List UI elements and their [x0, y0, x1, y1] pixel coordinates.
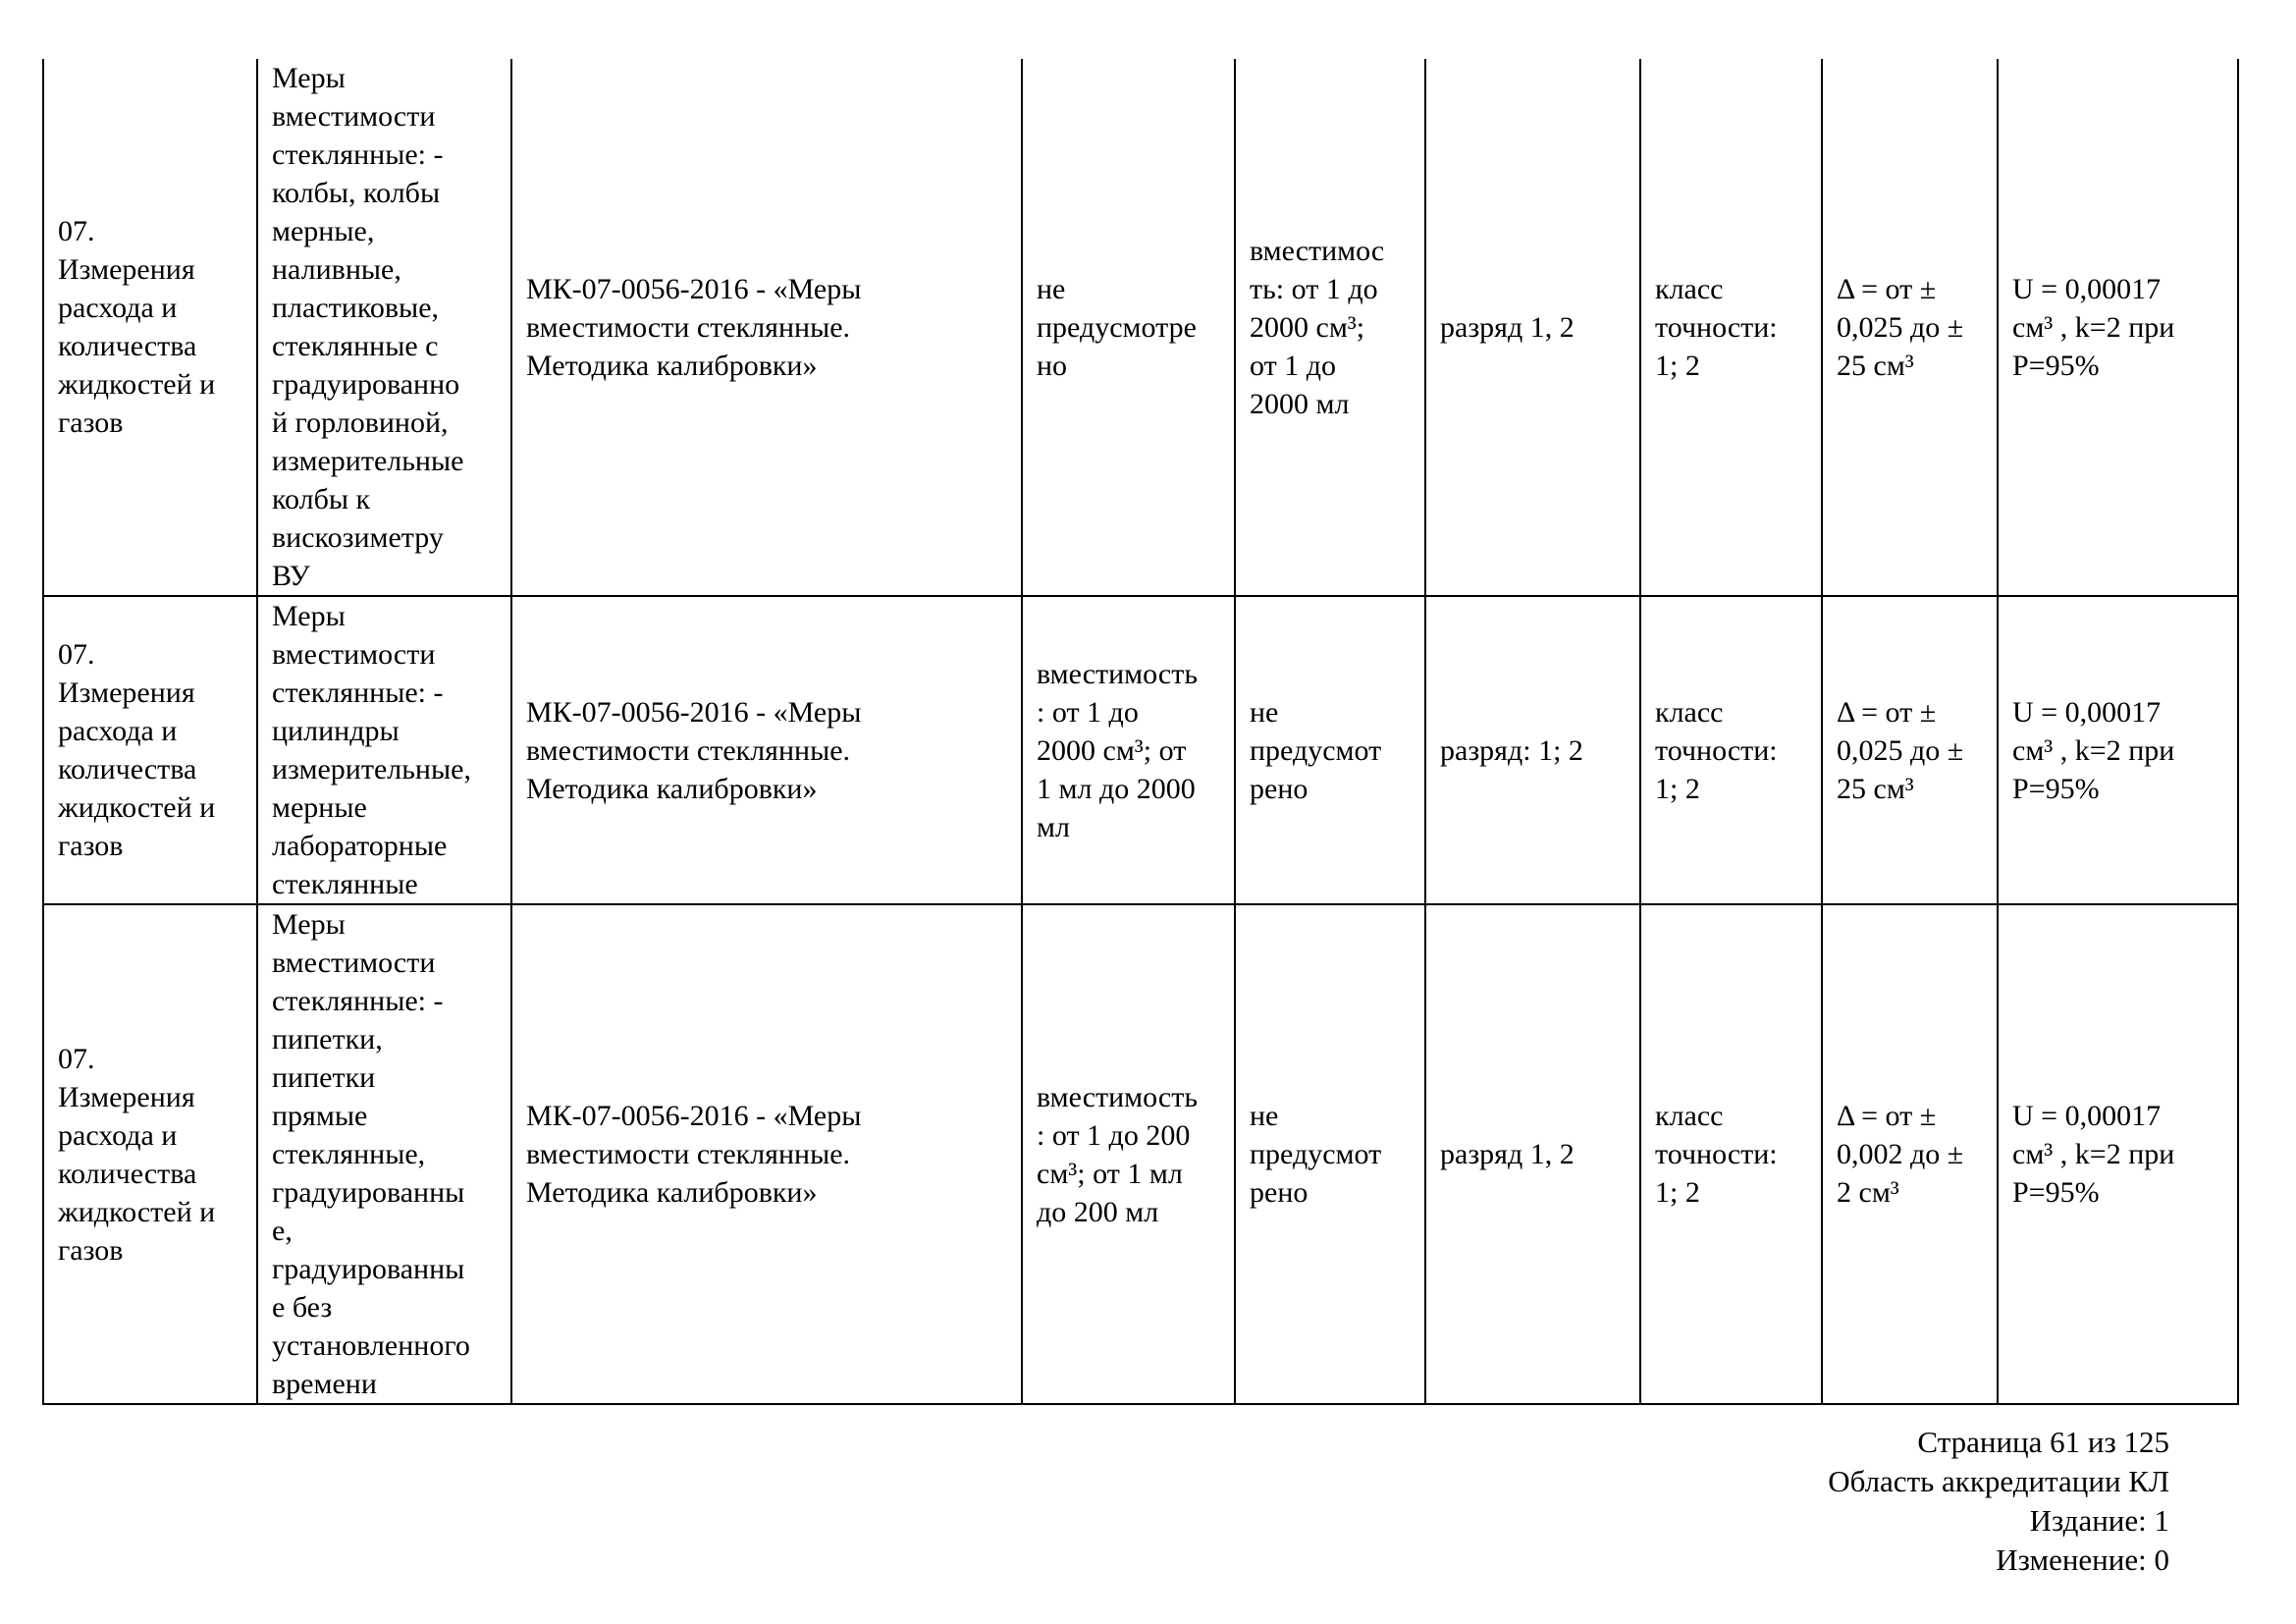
cell-grade: разряд 1, 2: [1425, 904, 1640, 1404]
cell-accuracy-class: класс точности: 1; 2: [1640, 596, 1822, 904]
cell-instrument-name: Меры вместимости стеклянные: - пипетки, пипетки прямые стеклянные, градуированны е, градуированны е без установленного времени: [257, 904, 511, 1404]
cell-measurement-area: 07. Измерения расхода и количества жидкостей и газов: [43, 59, 257, 596]
cell-method-document: МК-07-0056-2016 - «Меры вместимости стеклянные. Методика калибровки»: [511, 596, 1022, 904]
cell-uncertainty: U = 0,00017 см³ , k=2 при Р=95%: [1998, 596, 2238, 904]
page-footer: [1828, 1423, 2169, 1580]
cell-method-document: МК-07-0056-2016 - «Меры вместимости стеклянные. Методика калибровки»: [511, 904, 1022, 1404]
cell-error-limits: Δ = от ± 0,002 до ± 2 см³: [1822, 904, 1998, 1404]
revision-label: Изменение: 0: [1996, 1543, 2169, 1577]
cell-method-document: МК-07-0056-2016 - «Меры вместимости стеклянные. Методика калибровки»: [511, 59, 1022, 596]
page-number: Страница 61 из 125: [1917, 1425, 2169, 1459]
cell-measurement-area: 07. Измерения расхода и количества жидкостей и газов: [43, 596, 257, 904]
cell-grade: разряд: 1; 2: [1425, 596, 1640, 904]
accreditation-table: [42, 59, 2239, 1405]
table-row: [43, 596, 2238, 904]
cell-instrument-name: Меры вместимости стеклянные: - цилиндры измерительные, мерные лабораторные стеклянные: [257, 596, 511, 904]
cell-range-b: вместимос ть: от 1 до 2000 см³; от 1 до 2000 мл: [1235, 59, 1425, 596]
cell-range-b: не предусмот рено: [1235, 596, 1425, 904]
cell-range-a: вместимость : от 1 до 2000 см³; от 1 мл до 2000 мл: [1022, 596, 1235, 904]
accreditation-scope-label: Область аккредитации КЛ: [1828, 1464, 2169, 1498]
cell-range-a: не предусмотре но: [1022, 59, 1235, 596]
cell-uncertainty: U = 0,00017 см³ , k=2 при Р=95%: [1998, 59, 2238, 596]
cell-measurement-area: 07. Измерения расхода и количества жидкостей и газов: [43, 904, 257, 1404]
cell-error-limits: Δ = от ± 0,025 до ± 25 см³: [1822, 59, 1998, 596]
cell-accuracy-class: класс точности: 1; 2: [1640, 59, 1822, 596]
cell-uncertainty: U = 0,00017 см³ , k=2 при Р=95%: [1998, 904, 2238, 1404]
cell-range-a: вместимость : от 1 до 200 см³; от 1 мл до 200 мл: [1022, 904, 1235, 1404]
table-row: [43, 904, 2238, 1404]
cell-grade: разряд 1, 2: [1425, 59, 1640, 596]
cell-error-limits: Δ = от ± 0,025 до ± 25 см³: [1822, 596, 1998, 904]
edition-label: Издание: 1: [2029, 1503, 2169, 1538]
cell-range-b: не предусмот рено: [1235, 904, 1425, 1404]
cell-accuracy-class: класс точности: 1; 2: [1640, 904, 1822, 1404]
cell-instrument-name: Меры вместимости стеклянные: - колбы, колбы мерные, наливные, пластиковые, стеклянные с градуированно й горловиной, измерительные колбы к вискозиметру ВУ: [257, 59, 511, 596]
table-row: [43, 59, 2238, 596]
